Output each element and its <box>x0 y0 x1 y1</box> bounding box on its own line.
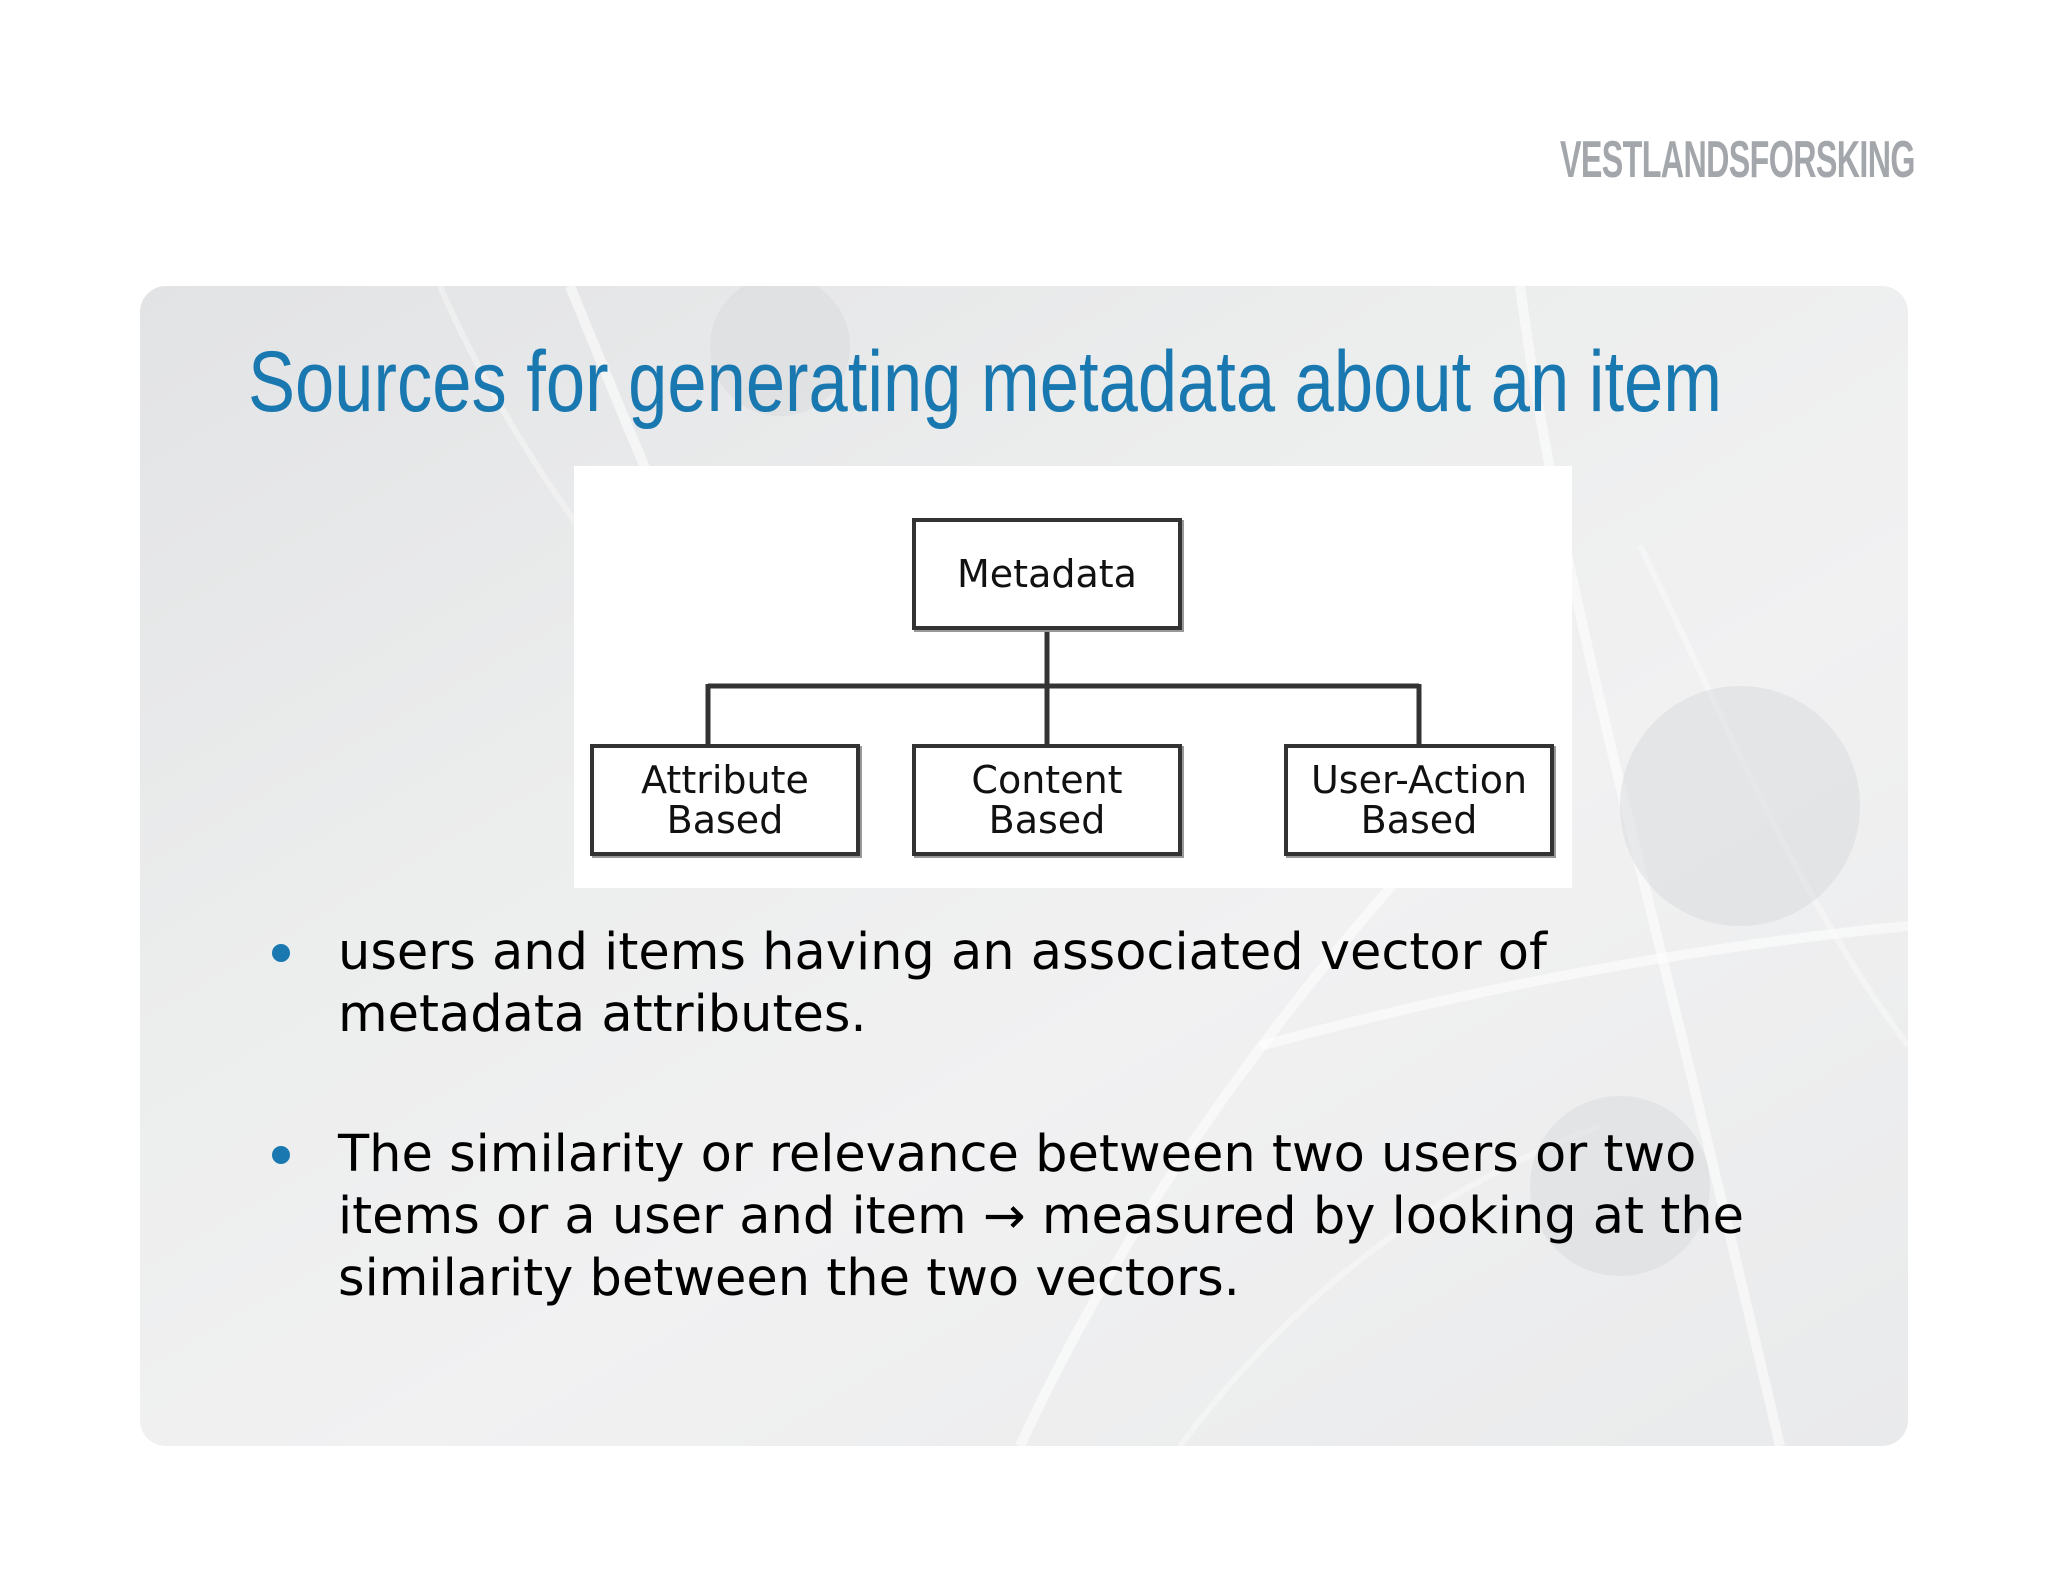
metadata-hierarchy-diagram <box>574 466 1572 888</box>
user-action-based-label-line1: User-Action <box>1310 758 1528 802</box>
content-based-node <box>912 744 1182 856</box>
metadata-node-label: Metadata <box>957 552 1137 596</box>
attribute-based-label-line2: Based <box>666 798 784 842</box>
attribute-based-label-line1: Attribute <box>641 758 809 802</box>
bullet-text-line: similarity between the two vectors. <box>338 1249 1240 1308</box>
attribute-based-node <box>590 744 860 856</box>
bullet-list <box>264 922 1824 1310</box>
metadata-node <box>912 518 1182 630</box>
user-action-based-node <box>1284 744 1554 856</box>
bullet-text-line: users and items having an associated vector of <box>338 923 1547 982</box>
content-based-label-line2: Based <box>988 798 1106 842</box>
vestlandsforsking-logo: VESTLANDSFORSKING <box>1560 131 1915 189</box>
bullet-item <box>264 922 1824 1046</box>
user-action-based-label-line2: Based <box>1360 798 1478 842</box>
slide-title: Sources for generating metadata about an item <box>248 334 1723 430</box>
bullet-item <box>264 1124 1824 1310</box>
bullet-text-line: The similarity or relevance between two users or two <box>338 1125 1697 1184</box>
bullet-dot-icon <box>272 1146 290 1164</box>
bullet-dot-icon <box>272 944 290 962</box>
content-based-label-line1: Content <box>971 758 1123 802</box>
bullet-text-line: metadata attributes. <box>338 985 867 1044</box>
bullet-text-line: items or a user and item → measured by looking at the <box>338 1187 1744 1246</box>
